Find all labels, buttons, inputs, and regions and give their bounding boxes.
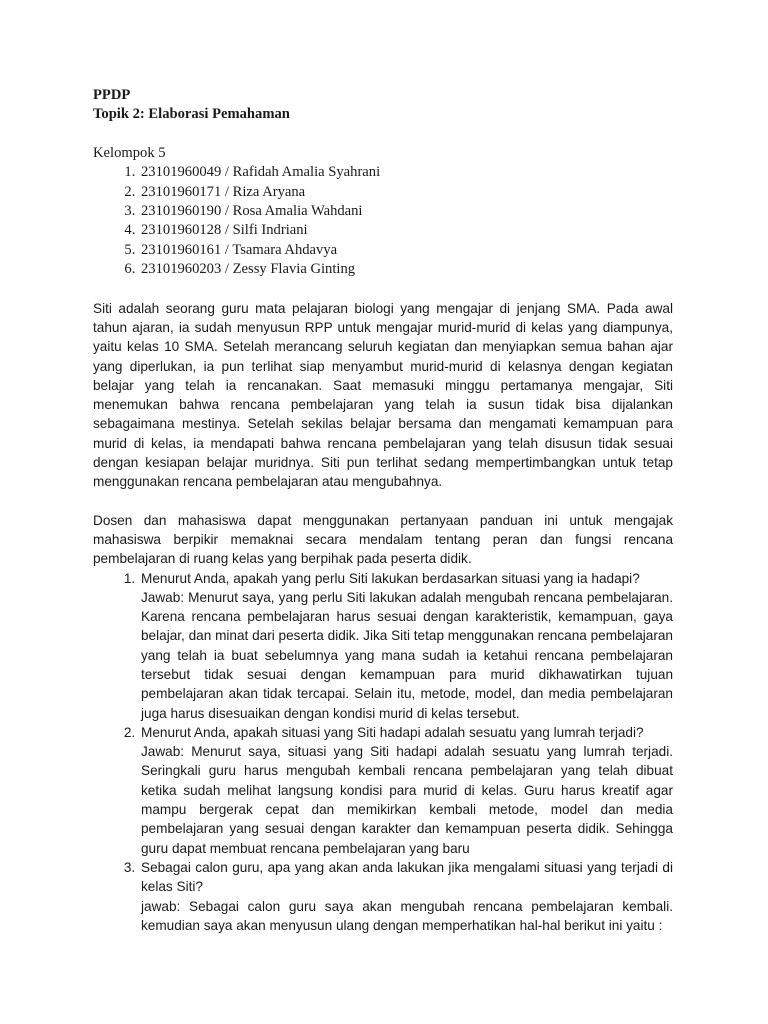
document-page	[93, 86, 673, 935]
group-label: Kelompok 5	[93, 144, 166, 161]
member-item: 1. 23101960049 / Rafidah Amalia Syahrani	[139, 163, 673, 182]
case-paragraph: Siti adalah seorang guru mata pelajaran biologi yang mengajar di jenjang SMA. Pada awal tahun ajaran, ia sudah menyusun RPP untuk mengajar murid-murid di kelas yang diampunya, yaitu kelas 10 SMA. Setelah merancang seluruh kegiatan dan menyiapkan semua bahan ajar yang diperlukan, ia pun terlihat siap menyambut murid-murid di kelasnya dengan kegiatan belajar yang telah ia rencanakan. Saat memasuki minggu pertamanya mengajar, Siti menemukan bahwa rencana pembelajaran yang telah ia susun tidak bisa dijalankan sebagaimana mestinya. Setelah sekilas belajar bersama dan mengamati kemampuan para murid di kelas, ia mendapati bahwa rencana pembelajaran yang telah disusun tidak sesuai dengan kesiapan belajar muridnya. Siti pun terlihat sedang mempertimbangkan untuk tetap menggunakan rencana pembelajaran atau mengubahnya.	[93, 300, 673, 490]
member-list	[93, 163, 673, 279]
member-item: 3. 23101960190 / Rosa Amalia Wahdani	[139, 202, 673, 221]
member-item: 6. 23101960203 / Zessy Flavia Ginting	[139, 260, 673, 279]
member-item: 5. 23101960161 / Tsamara Ahdavya	[139, 241, 673, 260]
document-title: PPDP	[93, 87, 131, 103]
answer-text: jawab: Sebagai calon guru saya akan mengubah rencana pembelajaran kembali. kemudian saya akan menyusun ulang dengan memperhatikan hal-hal berikut ini yaitu :	[141, 898, 673, 933]
question-text: 2. Menurut Anda, apakah situasi yang Siti hadapi adalah sesuatu yang lumrah terjadi?	[141, 724, 644, 740]
question-text: 1. Menurut Anda, apakah yang perlu Siti lakukan berdasarkan situasi yang ia hadapi?	[141, 570, 640, 586]
member-item: 2. 23101960171 / Riza Aryana	[139, 183, 673, 202]
member-item: 4. 23101960128 / Silfi Indriani	[139, 221, 673, 240]
question-item	[139, 569, 673, 723]
guide-paragraph: Dosen dan mahasiswa dapat menggunakan pertanyaan panduan ini untuk mengajak mahasiswa berpikir memaknai secara mendalam tentang peran dan fungsi rencana pembelajaran di ruang kelas yang berpihak pada peserta didik.	[93, 512, 673, 567]
answer-text: Jawab: Menurut saya, situasi yang Siti hadapi adalah sesuatu yang lumrah terjadi. Seringkali guru harus mengubah kembali rencana pembelajaran yang telah dibuat ketika sudah melihat langsung kondisi para murid di kelas. Guru harus kreatif agar mampu bergerak cepat dan memikirkan kembali metode, model dan media pembelajaran yang sesuai dengan karakter dan kemampuan peserta didik. Sehingga guru dapat membuat rencana pembelajaran yang baru	[141, 744, 673, 856]
question-item	[139, 723, 673, 858]
question-text: 3. Sebagai calon guru, apa yang akan anda lakukan jika mengalami situasi yang terjadi di kelas Siti?	[141, 859, 673, 895]
question-item	[139, 858, 673, 935]
document-subtitle: Topik 2: Elaborasi Pemahaman	[93, 106, 290, 123]
answer-text: Jawab: Menurut saya, yang perlu Siti lakukan adalah mengubah rencana pembelajaran. Karena rencana pembelajaran harus sesuai dengan karakteristik, kemampuan, gaya belajar, dan minat dari peserta didik. Jika Siti tetap menggunakan rencana pembelajaran yang telah ia buat sebelumnya yang mana sudah ia ketahui rencana pembelajaran tersebut tidak sesuai dengan kemampuan para murid dikhawatirkan tujuan pembelajaran akan tidak tercapai. Selain itu, metode, model, dan media pembelajaran juga harus disesuaikan dengan kondisi murid di kelas tersebut.	[141, 589, 673, 721]
question-list	[93, 569, 673, 936]
